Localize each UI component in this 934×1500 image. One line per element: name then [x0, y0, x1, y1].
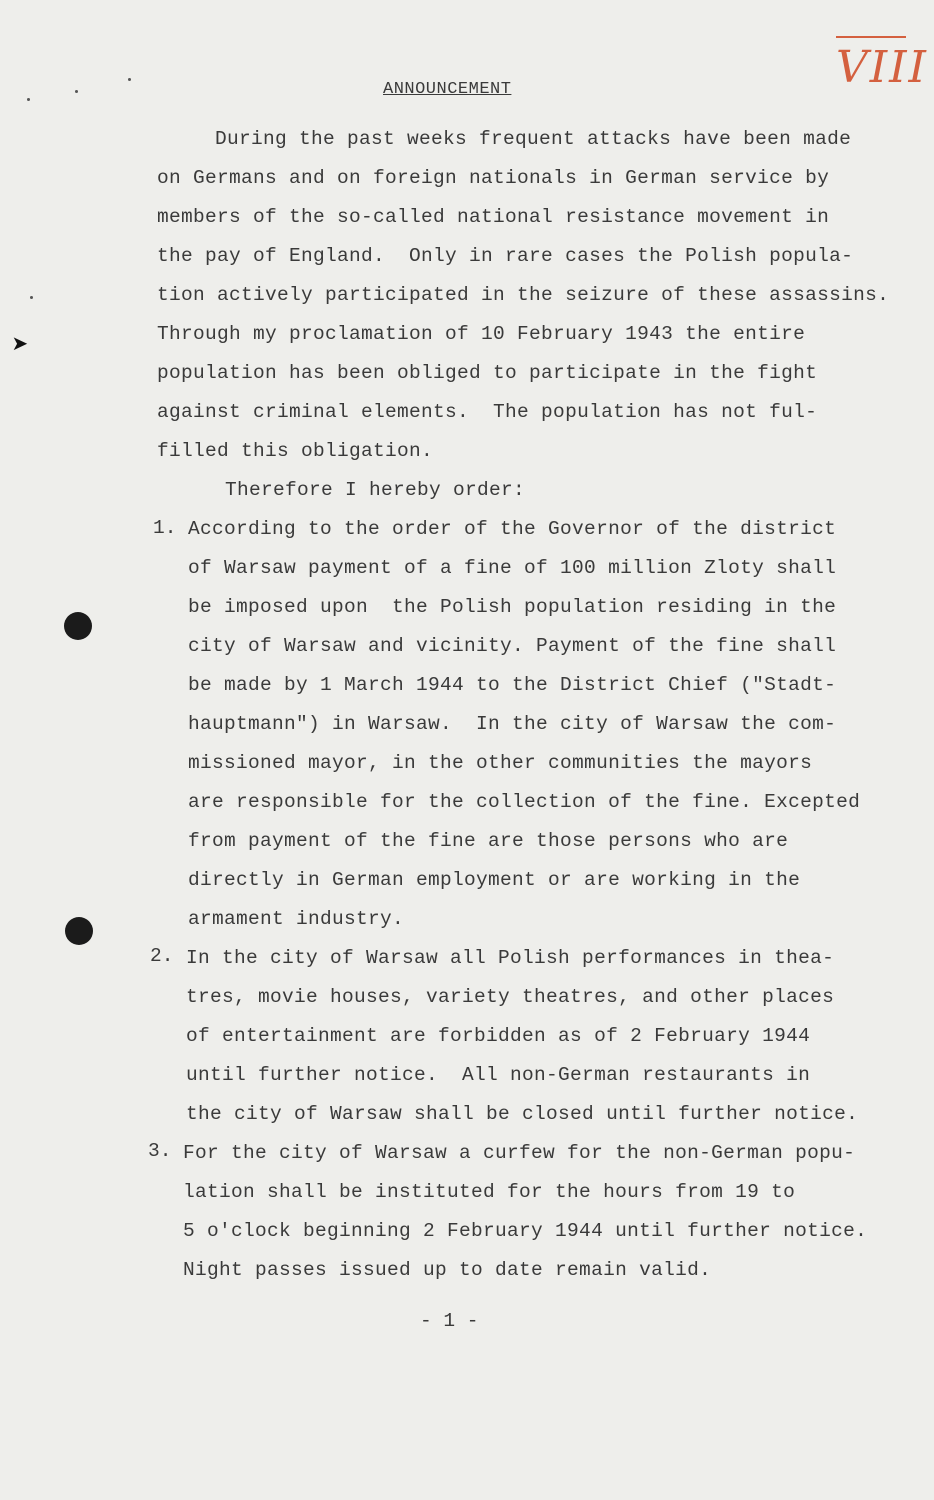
- intro-line: filled this obligation.: [157, 440, 434, 462]
- speck: [128, 78, 131, 81]
- intro-line: the pay of England. Only in rare cases the Polish popula-: [157, 245, 854, 267]
- item-line: missioned mayor, in the other communities the mayors: [188, 752, 813, 774]
- item-line: tres, movie houses, variety theatres, and other places: [186, 986, 835, 1008]
- punch-hole-icon: [64, 612, 92, 640]
- item-line: lation shall be instituted for the hours from 19 to: [183, 1181, 796, 1203]
- item-line: hauptmann") in Warsaw. In the city of Warsaw the com-: [188, 713, 837, 735]
- order-line: Therefore I hereby order:: [225, 479, 526, 501]
- intro-line: members of the so-called national resistance movement in: [157, 206, 830, 228]
- margin-mark: VIII: [836, 42, 928, 93]
- item-line: be imposed upon the Polish population residing in the: [188, 596, 837, 618]
- item-number: 3.: [148, 1140, 172, 1162]
- item-line: For the city of Warsaw a curfew for the non-German popu-: [183, 1142, 856, 1164]
- document-title: ANNOUNCEMENT: [383, 80, 512, 99]
- item-line: According to the order of the Governor of the district: [188, 518, 837, 540]
- item-line: Night passes issued up to date remain valid.: [183, 1259, 712, 1281]
- item-line: are responsible for the collection of the fine. Excepted: [188, 791, 861, 813]
- item-line: city of Warsaw and vicinity. Payment of the fine shall: [188, 635, 837, 657]
- page-number: - 1 -: [420, 1310, 479, 1332]
- intro-line: tion actively participated in the seizure of these assassins.: [157, 284, 890, 306]
- item-line: directly in German employment or are working in the: [188, 869, 801, 891]
- item-line: armament industry.: [188, 908, 405, 930]
- item-line: until further notice. All non-German restaurants in: [186, 1064, 811, 1086]
- item-line: In the city of Warsaw all Polish performances in thea-: [186, 947, 835, 969]
- item-line: of Warsaw payment of a fine of 100 million Zloty shall: [188, 557, 837, 579]
- item-line: be made by 1 March 1944 to the District Chief ("Stadt-: [188, 674, 837, 696]
- item-number: 1.: [153, 517, 177, 539]
- item-number: 2.: [150, 945, 174, 967]
- arrow-icon: ➤: [12, 332, 29, 363]
- item-line: of entertainment are forbidden as of 2 February 1944: [186, 1025, 811, 1047]
- intro-line: population has been obliged to participate in the fight: [157, 362, 818, 384]
- punch-hole-icon: [65, 917, 93, 945]
- item-line: 5 o'clock beginning 2 February 1944 until further notice.: [183, 1220, 868, 1242]
- intro-line: against criminal elements. The population has not ful-: [157, 401, 818, 423]
- margin-mark-underline: [836, 36, 906, 38]
- speck: [75, 90, 78, 93]
- intro-line: During the past weeks frequent attacks have been made: [215, 128, 852, 150]
- speck: [27, 98, 30, 101]
- item-line: the city of Warsaw shall be closed until further notice.: [186, 1103, 859, 1125]
- item-line: from payment of the fine are those persons who are: [188, 830, 789, 852]
- intro-line: on Germans and on foreign nationals in German service by: [157, 167, 830, 189]
- intro-line: Through my proclamation of 10 February 1943 the entire: [157, 323, 806, 345]
- speck: [30, 296, 33, 299]
